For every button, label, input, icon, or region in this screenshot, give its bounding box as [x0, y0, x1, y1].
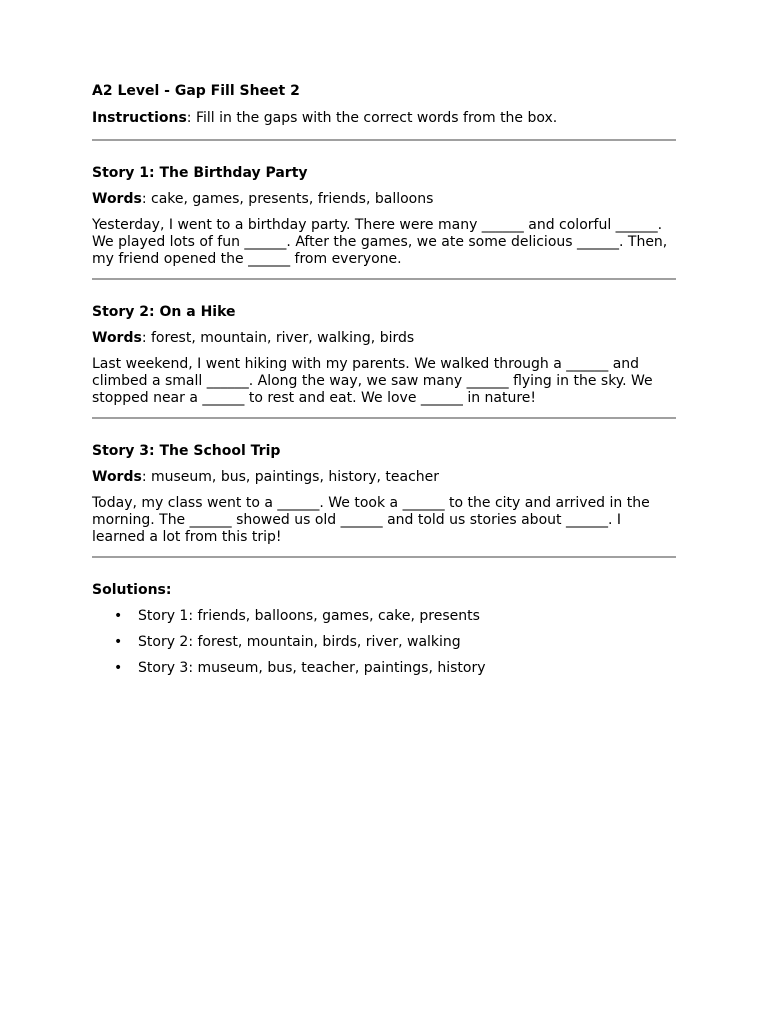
bullet-icon: • — [114, 608, 123, 624]
story-3-text: Today, my class went to a ______. We took a ______ to the city and arrived in the morning. The ______ showed us old ______ and told us stories about ______. I learned a lot from this trip! — [92, 495, 650, 545]
solution-text: Story 3: museum, bus, teacher, paintings, history — [138, 660, 486, 676]
worksheet-page — [92, 83, 676, 686]
words-label: Words — [92, 469, 142, 485]
divider — [92, 139, 676, 141]
story-2-text: Last weekend, I went hiking with my parents. We walked through a ______ and climbed a small ______. Along the way, we saw many ______ flying in the sky. We stopped near a ______ to rest and eat. We love ______ in nature! — [92, 356, 653, 406]
solutions-list — [92, 608, 676, 677]
story-3-words — [92, 469, 676, 486]
words-label: Words — [92, 330, 142, 346]
story-2-word-list: : forest, mountain, river, walking, birds — [141, 330, 415, 346]
bullet-icon: • — [114, 634, 123, 650]
instructions-text: : Fill in the gaps with the correct words from the box. — [186, 110, 558, 126]
solutions-title: Solutions: — [92, 582, 172, 598]
instructions-label: Instructions — [92, 110, 187, 126]
story-2-words — [92, 330, 676, 347]
story-3-word-list: : museum, bus, paintings, history, teacher — [141, 469, 440, 485]
page-title: A2 Level - Gap Fill Sheet 2 — [92, 83, 300, 99]
solution-item — [92, 660, 676, 677]
solution-item — [92, 608, 676, 625]
divider — [92, 556, 676, 558]
story-2-title: Story 2: On a Hike — [92, 304, 236, 320]
story-3-title: Story 3: The School Trip — [92, 443, 281, 459]
story-1-text: Yesterday, I went to a birthday party. There were many ______ and colorful ______. We played lots of fun ______. After the games, we ate some delicious ______. Then, my friend opened the ______ from everyone. — [92, 217, 668, 267]
solution-text: Story 2: forest, mountain, birds, river, walking — [138, 634, 461, 650]
divider — [92, 417, 676, 419]
story-1-word-list: : cake, games, presents, friends, balloons — [141, 191, 434, 207]
solution-text: Story 1: friends, balloons, games, cake, presents — [138, 608, 480, 624]
bullet-icon: • — [114, 660, 123, 676]
words-label: Words — [92, 191, 142, 207]
divider — [92, 278, 676, 280]
instructions — [92, 110, 676, 127]
story-1-title: Story 1: The Birthday Party — [92, 165, 308, 181]
story-1-words — [92, 191, 676, 208]
solution-item — [92, 634, 676, 651]
